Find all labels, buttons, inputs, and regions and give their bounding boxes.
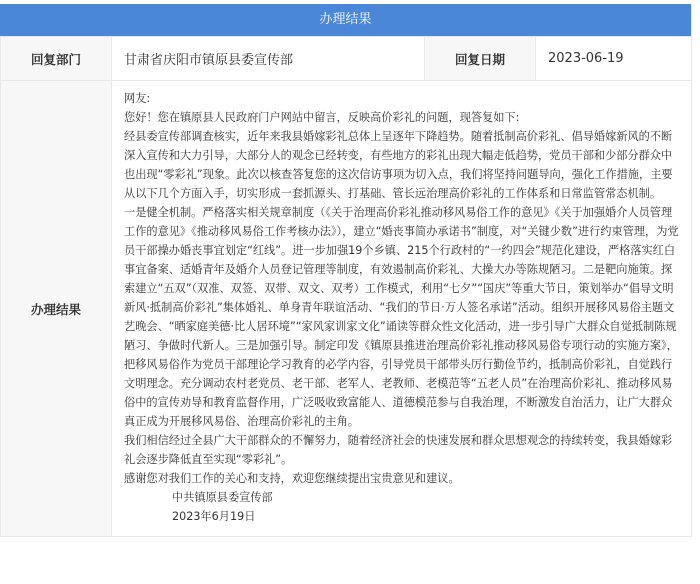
outlook-paragraph: 我们相信经过全县广大干部群众的不懈努力，随着经济社会的快速发展和群众思想观念的持续转变，我县婚嫁彩礼会逐步降低直至实现“零彩礼”。 [124,434,673,466]
dept-value: 甘肃省庆阳市镇原县委宣传部 [112,37,425,81]
reply-table [0,36,692,537]
dept-label: 回复部门 [1,37,112,81]
date-label: 回复日期 [425,37,536,81]
reply-result-panel [0,4,692,537]
panel-title: 办理结果 [0,4,691,36]
result-label: 办理结果 [1,81,112,537]
signature-date: 2023年6月19日 [172,510,256,523]
meta-row [1,37,692,81]
signature-org: 中共镇原县委宣传部 [172,491,273,504]
result-row [1,81,692,537]
greeting: 网友: [124,92,151,105]
measures-paragraph: 一是健全机制。严格落实相关规章制度（《关于治理高价彩礼推动移风易俗工作的意见》《关于加强婚介人员管理工作的意见》《推动移风易俗工作考核办法》），建立“婚丧事简办承诺书”制度，对“关键少数”进行约束管理，为党员干部操办婚丧事宜划定“红线”。进一步加强19个乡镇、215个行政村的“一约四会”规范化建设，严格落实红白事宜备案、适婚青年及婚介人员登记管理等制度，有效遏制高价彩礼、大操大办等陈规陋习。二是靶向施策。探索建立“五双”（双准、双签、双带、双文、双考）工作模式，利用“七夕”“国庆”等重大节日，策划举办“倡导文明新风·抵制高价彩礼”集体婚礼、单身青年联谊活动、“我们的节日·万人签名承诺”活动。组织开展移风易俗主题文艺晚会、“晒家庭美德·比人居环境”“家风家训家文化”诵读等群众性文化活动，进一步引导广大群众自觉抵制陈规陋习、争做时代新人。三是加强引导。制定印发《镇原县推进治理高价彩礼推动移风易俗专项行动的实施方案》，把移风易俗作为党员干部理论学习教育的必学内容，引导党员干部带头厉行勤俭节约，抵制高价彩礼，自觉践行文明理念。充分调动农村老党员、老干部、老军人、老教师、老模范等“五老人员”在治理高价彩礼、推动移风易俗中的宣传劝导和教育监督作用，广泛吸收致富能人、道德模范参与自我治理，不断激发自治活力，让广大群众真正成为开展移风易俗、治理高价彩礼的主角。 [124,206,679,428]
intro-paragraph: 您好！您在镇原县人民政府门户网站中留言，反映高价彩礼的问题，现答复如下: [124,111,520,124]
date-value: 2023-06-19 [536,37,692,81]
result-content [112,81,692,537]
investigation-paragraph: 经县委宣传部调查核实，近年来我县婚嫁彩礼总体上呈逐年下降趋势。随着抵制高价彩礼、倡导婚嫁新风的不断深入宣传和大力引导，大部分人的观念已经转变，有些地方的彩礼出现大幅走低趋势，党员干部和少部分群众中也出现“零彩礼”现象。此次以核查答复您的这次信访事项为切入点，我们将坚持问题导向，强化工作措施，主要从以下几个方面入手，切实形成一套抓源头、打基础、管长远治理高价彩礼的工作体系和日常监管常态机制。 [124,130,673,200]
thanks-paragraph: 感谢您对我们工作的关心和支持，欢迎您继续提出宝贵意见和建议。 [124,472,460,485]
